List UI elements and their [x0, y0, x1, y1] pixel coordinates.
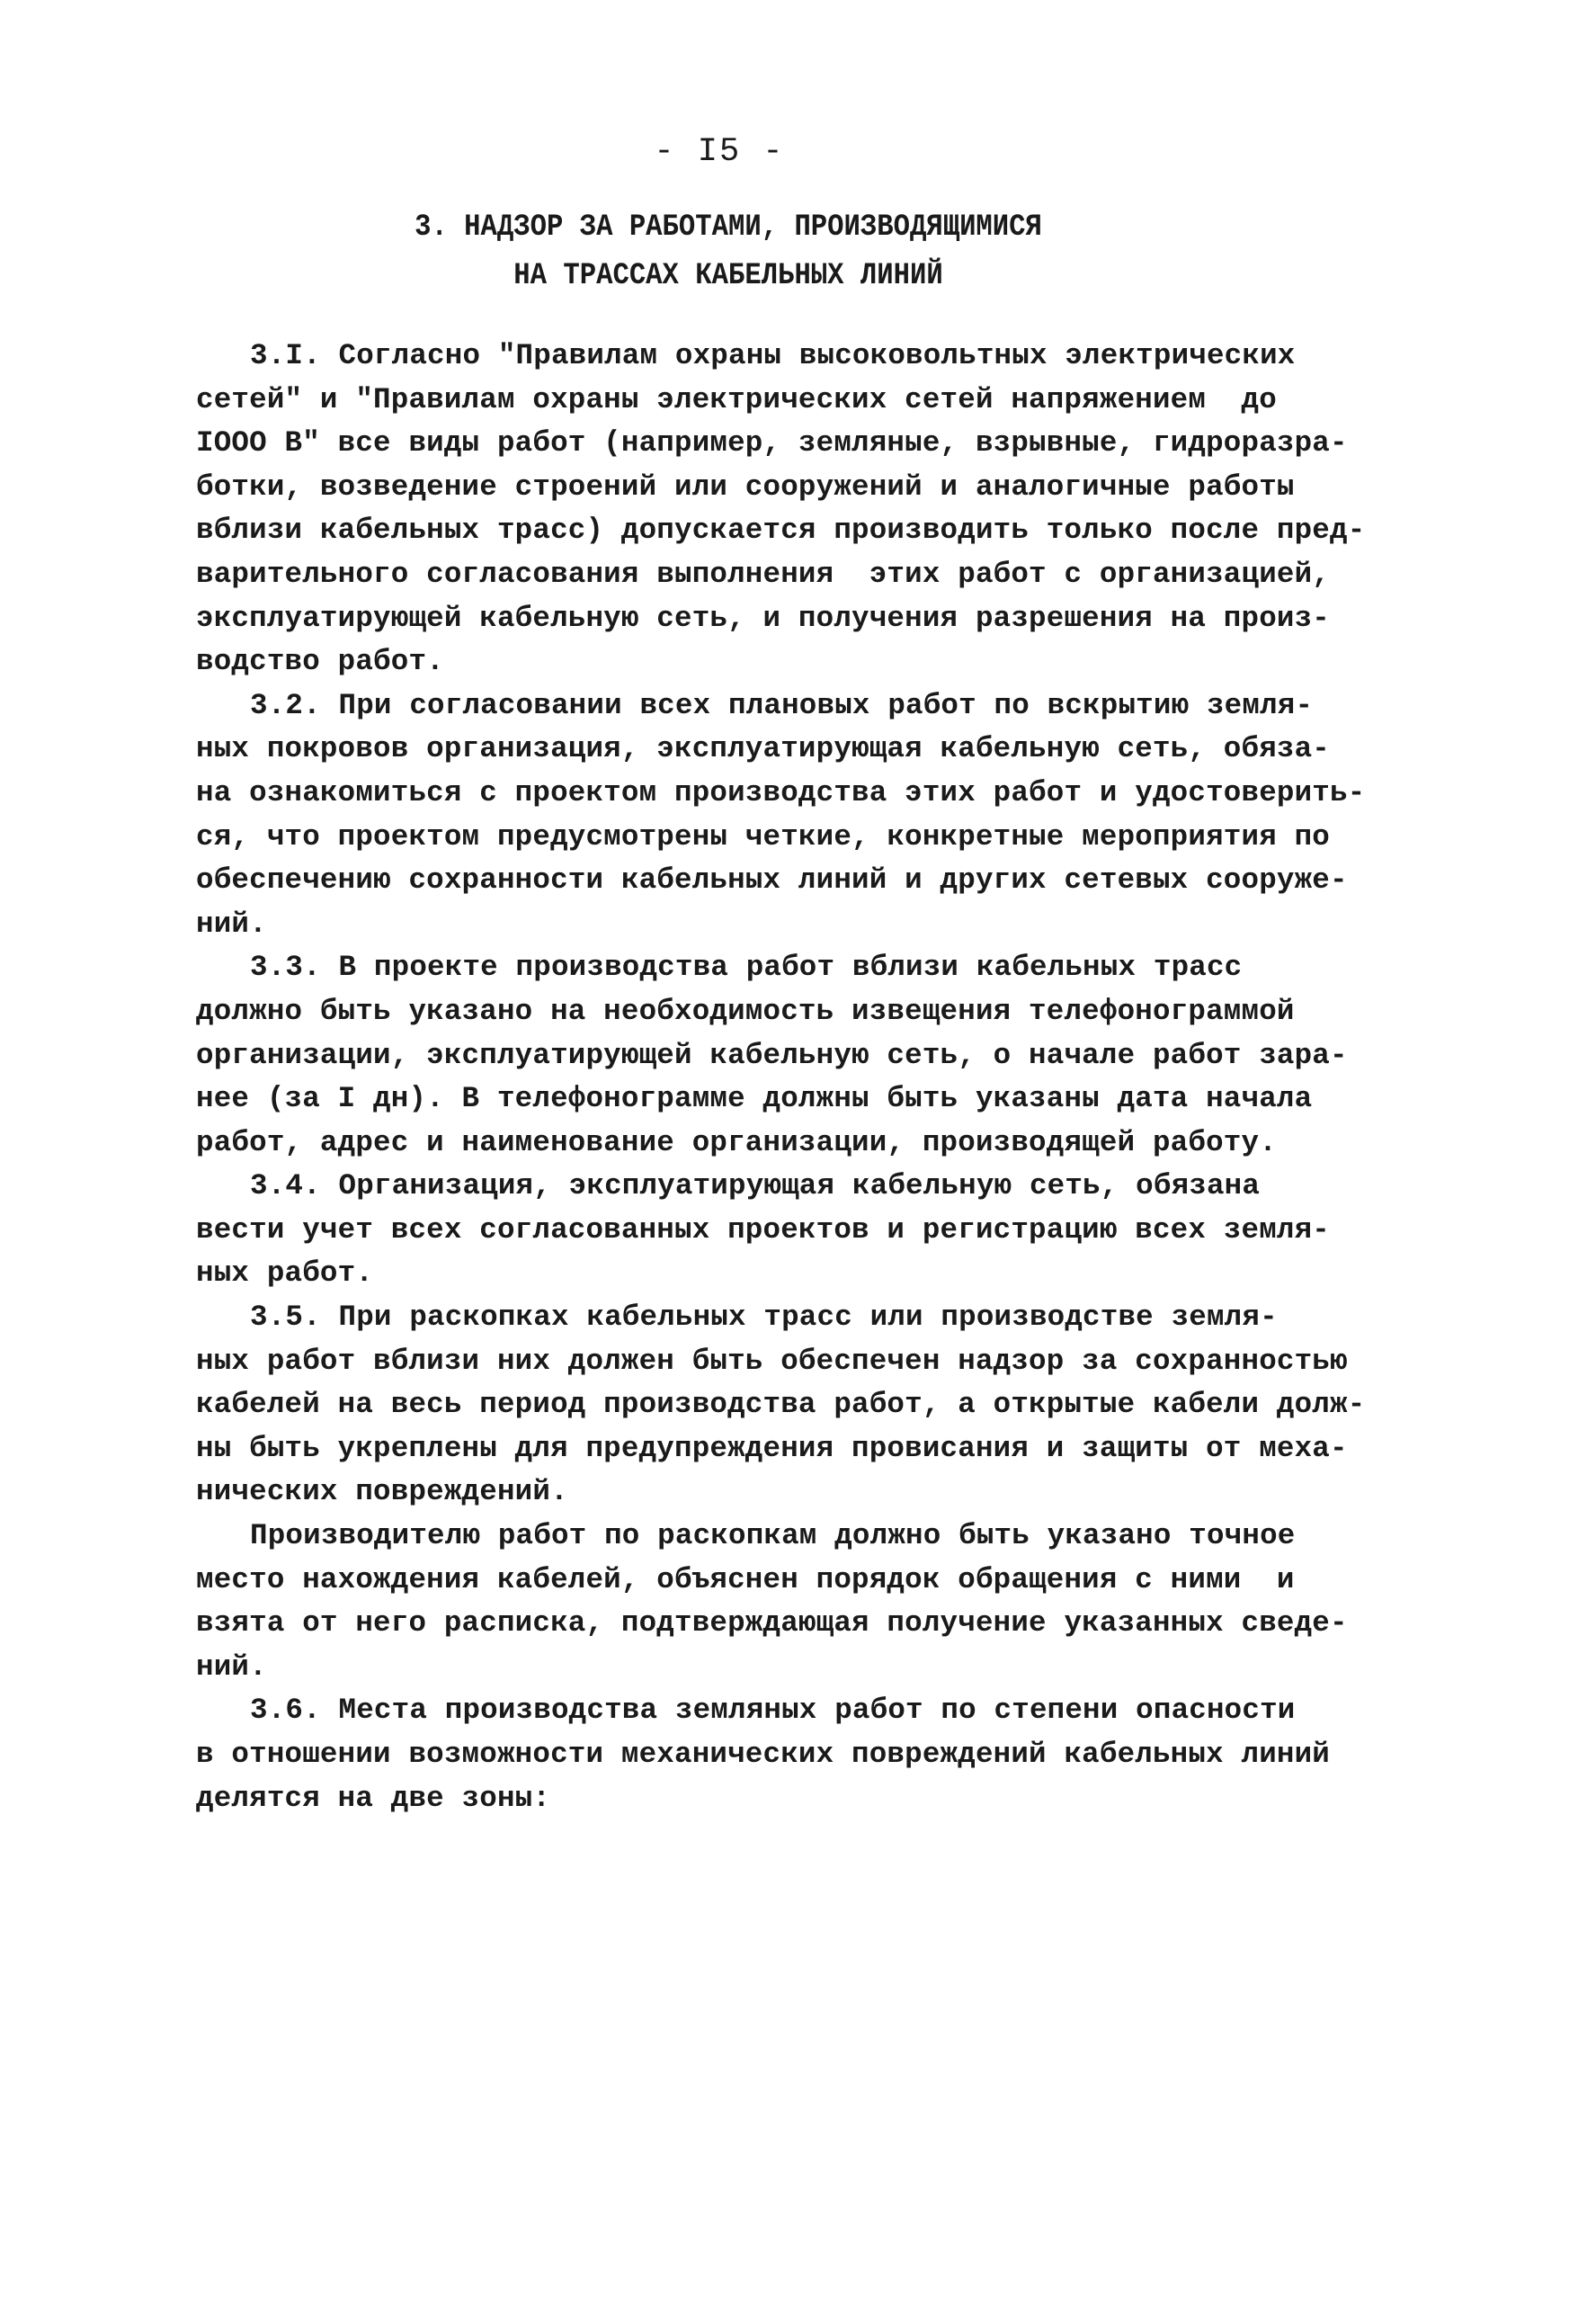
paragraph-3-5-continued	[196, 1515, 1356, 1689]
text-line: сетей" и "Правилам охраны электрических сетей напряжением до	[196, 382, 1277, 416]
section-title-line-1: 3. НАДЗОР ЗА РАБОТАМИ, ПРОИЗВОДЯЩИМИСЯ	[415, 210, 1042, 245]
text-line: ных работ.	[196, 1256, 374, 1291]
text-line: водство работ.	[196, 645, 444, 679]
text-line: взята от него расписка, подтверждающая получение указанных сведе-	[196, 1606, 1348, 1640]
text-line: 3.2. При согласовании всех плановых работ по вскрытию земля-	[250, 688, 1314, 722]
text-line: Производителю работ по раскопкам должно быть указано точное	[250, 1519, 1296, 1553]
text-line: обеспечению сохранности кабельных линий и других сетевых сооруже-	[196, 863, 1348, 898]
text-line: эксплуатирующей кабельную сеть, и получения разрешения на произ-	[196, 601, 1331, 635]
text-line: ных покровов организация, эксплуатирующая кабельную сеть, обяза-	[196, 732, 1331, 766]
text-line: кабелей на весь период производства работ, а открытые кабели долж-	[196, 1388, 1366, 1422]
text-line: нее (за I дн). В телефонограмме должны быть указаны дата начала	[196, 1082, 1313, 1116]
text-line: 3.I. Согласно "Правилам охраны высоковольтных электрических	[250, 339, 1296, 372]
text-line: ных работ вблизи них должен быть обеспечен надзор за сохранностью	[196, 1344, 1348, 1378]
paragraph-3-1	[196, 335, 1366, 684]
text-line: ний.	[196, 1649, 267, 1684]
section-title-line-2: НА ТРАССАХ КАБЕЛЬНЫХ ЛИНИЙ	[513, 259, 943, 293]
text-line: IOOO В" все виды работ (например, земляные, взрывные, гидроразра-	[196, 426, 1348, 460]
text-line: в отношении возможности механических повреждений кабельных линий	[196, 1738, 1331, 1771]
paragraph-3-2	[196, 684, 1366, 947]
text-line: место нахождения кабелей, объяснен порядок обращения с ними и	[196, 1562, 1295, 1596]
text-line: 3.3. В проекте производства работ вблизи кабельных трасс	[250, 951, 1243, 985]
text-line: варительного согласования выполнения этих работ с организацией,	[196, 557, 1331, 591]
text-line: 3.4. Организация, эксплуатирующая кабельную сеть, обязана	[250, 1169, 1261, 1203]
paragraph-3-3	[196, 946, 1356, 1165]
text-line: 3.6. Места производства земляных работ по степени опасности	[250, 1694, 1296, 1728]
text-line: на ознакомиться с проектом производства этих работ и удостоверить-	[196, 775, 1366, 809]
text-line: работ, адрес и наименование организации, производящей работу.	[196, 1125, 1277, 1159]
text-line: ний.	[196, 907, 267, 941]
page-number: - I5 -	[654, 133, 785, 171]
text-line: организации, эксплуатирующей кабельную сеть, о начале работ зара-	[196, 1038, 1348, 1072]
text-line: ны быть укреплены для предупреждения провисания и защиты от меха-	[196, 1431, 1348, 1465]
text-line: нических повреждений.	[196, 1475, 568, 1509]
body-text	[196, 335, 1366, 1820]
text-line: должно быть указано на необходимость извещения телефонограммой	[196, 994, 1295, 1028]
paragraph-3-6	[196, 1689, 1356, 1820]
paragraph-3-4	[196, 1165, 1356, 1296]
section-title	[73, 203, 1384, 300]
text-line: ся, что проектом предусмотрены четкие, конкретные мероприятия по	[196, 819, 1331, 854]
text-line: вблизи кабельных трасс) допускается производить только после пред-	[196, 514, 1366, 548]
paragraph-3-5	[196, 1296, 1366, 1515]
text-line: делятся на две зоны:	[196, 1781, 551, 1815]
text-line: ботки, возведение строений или сооружений и аналогичные работы	[196, 469, 1295, 504]
text-line: 3.5. При раскопках кабельных трасс или производстве земля-	[250, 1301, 1278, 1335]
text-line: вести учет всех согласованных проектов и регистрацию всех земля-	[196, 1212, 1331, 1247]
